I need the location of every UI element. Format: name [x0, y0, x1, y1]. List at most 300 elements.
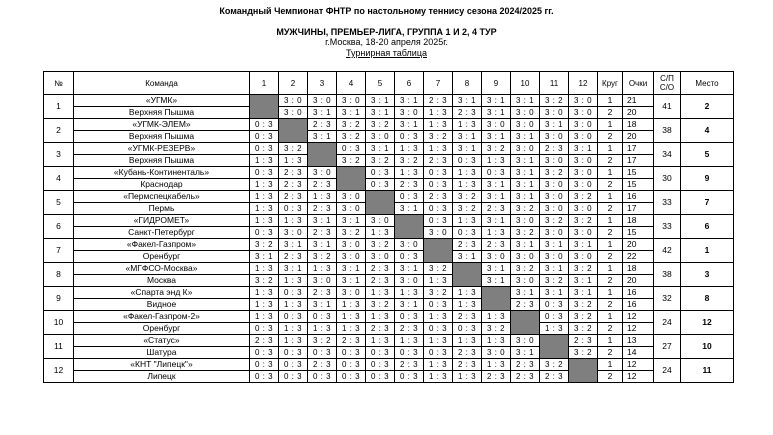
- score-cell: 0 : 3: [337, 143, 366, 155]
- score-cell: 3 : 2: [308, 251, 337, 263]
- score-cell: 1 : 3: [250, 299, 279, 311]
- score-cell: 1 : 3: [395, 167, 424, 179]
- score-cell: 3 : 2: [540, 359, 569, 371]
- score-cell: 3 : 1: [308, 131, 337, 143]
- score-cell: 0 : 3: [366, 359, 395, 371]
- team-name: «Статус»: [74, 335, 250, 347]
- score-cell: 2 : 3: [453, 239, 482, 251]
- score-cell: 3 : 0: [569, 203, 598, 215]
- table-row: [44, 371, 734, 383]
- score-cell: 3 : 1: [308, 107, 337, 119]
- team-name: «ГИДРОМЕТ»: [74, 215, 250, 227]
- table-row: [44, 287, 734, 299]
- table-row: [44, 119, 734, 131]
- self-match-cell: [279, 119, 308, 143]
- team-place: 7: [681, 191, 734, 215]
- score-cell: 3 : 2: [569, 347, 598, 359]
- header-opp-9: 9: [482, 72, 511, 95]
- score-cell: 3 : 1: [540, 287, 569, 299]
- score-cell: 3 : 1: [308, 299, 337, 311]
- round-points: 20: [623, 275, 654, 287]
- score-cell: 0 : 3: [250, 227, 279, 239]
- team-name: «УГМК»: [74, 95, 250, 107]
- score-cell: 3 : 2: [482, 143, 511, 155]
- score-cell: 3 : 1: [395, 95, 424, 107]
- score-cell: 3 : 0: [424, 227, 453, 239]
- team-place: 2: [681, 95, 734, 119]
- score-cell: 3 : 2: [540, 215, 569, 227]
- round-number: 1: [598, 95, 623, 107]
- score-cell: 3 : 0: [366, 215, 395, 227]
- score-cell: 2 : 3: [482, 203, 511, 215]
- score-cell: 2 : 3: [366, 323, 395, 335]
- score-cell: 2 : 3: [511, 299, 540, 311]
- team-city: Верхняя Пышма: [74, 155, 250, 167]
- team-city: Верхняя Пышма: [74, 107, 250, 119]
- score-cell: 3 : 1: [511, 155, 540, 167]
- self-match-cell: [366, 191, 395, 215]
- score-cell: 3 : 2: [569, 299, 598, 311]
- score-cell: 1 : 3: [308, 323, 337, 335]
- score-cell: 3 : 2: [337, 119, 366, 131]
- round-points: 14: [623, 347, 654, 359]
- round-number: 1: [598, 359, 623, 371]
- score-cell: 1 : 3: [279, 155, 308, 167]
- round-number: 2: [598, 323, 623, 335]
- team-city: Оренбург: [74, 323, 250, 335]
- score-cell: 0 : 3: [250, 143, 279, 155]
- score-cell: 3 : 2: [511, 263, 540, 275]
- score-cell: 2 : 3: [395, 323, 424, 335]
- score-cell: 3 : 0: [511, 215, 540, 227]
- score-cell: 0 : 3: [250, 371, 279, 383]
- score-cell: 3 : 2: [250, 275, 279, 287]
- table-row: [44, 227, 734, 239]
- score-cell: 3 : 2: [569, 323, 598, 335]
- score-cell: 3 : 1: [511, 239, 540, 251]
- score-cell: 1 : 3: [424, 275, 453, 287]
- header-place: Место: [681, 72, 734, 95]
- score-cell: 3 : 0: [482, 251, 511, 263]
- score-cell: 3 : 2: [453, 191, 482, 203]
- score-cell: 3 : 0: [540, 191, 569, 203]
- score-cell: 1 : 3: [453, 215, 482, 227]
- team-number: 3: [44, 143, 74, 167]
- table-row: [44, 299, 734, 311]
- round-number: 2: [598, 131, 623, 143]
- score-cell: 3 : 0: [540, 155, 569, 167]
- round-number: 1: [598, 143, 623, 155]
- team-number: 6: [44, 215, 74, 239]
- score-cell: 2 : 3: [308, 227, 337, 239]
- round-points: 18: [623, 263, 654, 275]
- table-row: [44, 131, 734, 143]
- score-cell: 3 : 1: [366, 107, 395, 119]
- score-cell: 1 : 3: [366, 227, 395, 239]
- score-cell: 3 : 2: [569, 215, 598, 227]
- score-cell: 3 : 0: [395, 239, 424, 251]
- header-opp-12: 12: [569, 72, 598, 95]
- header-opp-3: 3: [308, 72, 337, 95]
- score-cell: 3 : 0: [337, 203, 366, 215]
- total-points: 24: [654, 359, 681, 383]
- table-title: Турнирная таблица: [346, 48, 427, 58]
- total-points: 33: [654, 191, 681, 215]
- round-number: 1: [598, 119, 623, 131]
- score-cell: 3 : 0: [540, 179, 569, 191]
- score-cell: 3 : 1: [482, 131, 511, 143]
- team-city: Верхняя Пышма: [74, 131, 250, 143]
- self-match-cell: [453, 263, 482, 287]
- score-cell: 3 : 0: [308, 275, 337, 287]
- score-cell: 3 : 1: [569, 239, 598, 251]
- score-cell: 1 : 3: [424, 359, 453, 371]
- score-cell: 3 : 0: [337, 191, 366, 203]
- score-cell: 1 : 3: [395, 287, 424, 299]
- score-cell: 1 : 3: [279, 323, 308, 335]
- score-cell: 2 : 3: [424, 191, 453, 203]
- score-cell: 3 : 1: [337, 263, 366, 275]
- score-cell: 3 : 2: [569, 191, 598, 203]
- score-cell: 3 : 2: [279, 143, 308, 155]
- header-opp-1: 1: [250, 72, 279, 95]
- score-cell: 2 : 3: [366, 275, 395, 287]
- score-cell: 3 : 0: [511, 107, 540, 119]
- score-cell: 3 : 0: [395, 275, 424, 287]
- score-cell: 3 : 1: [482, 215, 511, 227]
- score-cell: 0 : 3: [308, 311, 337, 323]
- round-number: 1: [598, 191, 623, 203]
- table-row: [44, 347, 734, 359]
- table-row: [44, 263, 734, 275]
- round-points: 15: [623, 167, 654, 179]
- score-cell: 0 : 3: [482, 167, 511, 179]
- self-match-cell: [308, 143, 337, 167]
- total-points: 32: [654, 287, 681, 311]
- header-sets: [654, 72, 681, 95]
- score-cell: 2 : 3: [308, 203, 337, 215]
- round-number: 1: [598, 167, 623, 179]
- score-cell: 3 : 1: [511, 95, 540, 107]
- score-cell: 3 : 1: [337, 275, 366, 287]
- score-cell: 3 : 2: [366, 299, 395, 311]
- self-match-cell: [424, 239, 453, 263]
- header-num: №: [44, 72, 74, 95]
- score-cell: 3 : 0: [540, 107, 569, 119]
- header-opp-7: 7: [424, 72, 453, 95]
- score-cell: 3 : 0: [540, 203, 569, 215]
- round-points: 20: [623, 107, 654, 119]
- score-cell: 3 : 0: [337, 95, 366, 107]
- table-row: [44, 323, 734, 335]
- score-cell: 0 : 3: [337, 371, 366, 383]
- score-cell: 1 : 3: [366, 311, 395, 323]
- table-row: [44, 215, 734, 227]
- score-cell: 3 : 0: [511, 143, 540, 155]
- total-points: 24: [654, 311, 681, 335]
- round-points: 15: [623, 227, 654, 239]
- header-opp-6: 6: [395, 72, 424, 95]
- team-name: «Кубань-Континенталь»: [74, 167, 250, 179]
- score-cell: 3 : 1: [453, 95, 482, 107]
- self-match-cell: [540, 335, 569, 359]
- score-cell: 0 : 3: [279, 371, 308, 383]
- score-cell: 3 : 1: [308, 215, 337, 227]
- score-cell: 3 : 1: [482, 275, 511, 287]
- score-cell: 3 : 0: [482, 347, 511, 359]
- round-points: 21: [623, 95, 654, 107]
- score-cell: 2 : 3: [308, 179, 337, 191]
- total-points: 33: [654, 215, 681, 239]
- score-cell: 3 : 1: [540, 119, 569, 131]
- score-cell: 2 : 3: [424, 95, 453, 107]
- self-match-cell: [337, 167, 366, 191]
- score-cell: 3 : 0: [308, 167, 337, 179]
- round-points: 20: [623, 131, 654, 143]
- score-cell: 1 : 3: [279, 299, 308, 311]
- team-place: 5: [681, 143, 734, 167]
- team-place: 3: [681, 263, 734, 287]
- score-cell: 1 : 3: [250, 203, 279, 215]
- standings-table: [43, 71, 734, 383]
- team-name: «Пермспецкабель»: [74, 191, 250, 203]
- self-match-cell: [395, 215, 424, 239]
- score-cell: 3 : 2: [424, 131, 453, 143]
- score-cell: 1 : 3: [424, 311, 453, 323]
- self-match-cell: [250, 95, 279, 119]
- score-cell: 2 : 3: [337, 335, 366, 347]
- score-cell: 0 : 3: [250, 323, 279, 335]
- score-cell: 3 : 1: [540, 263, 569, 275]
- score-cell: 2 : 3: [482, 371, 511, 383]
- round-number: 1: [598, 215, 623, 227]
- team-city: Санкт-Петербург: [74, 227, 250, 239]
- total-points: 34: [654, 143, 681, 167]
- score-cell: 1 : 3: [453, 299, 482, 311]
- score-cell: 3 : 0: [337, 239, 366, 251]
- total-points: 30: [654, 167, 681, 191]
- score-cell: 0 : 3: [250, 131, 279, 143]
- score-cell: 0 : 3: [395, 371, 424, 383]
- score-cell: 2 : 3: [453, 347, 482, 359]
- score-cell: 1 : 3: [482, 359, 511, 371]
- round-number: 2: [598, 227, 623, 239]
- page-title: Командный Чемпионат ФНТР по настольному теннису сезона 2024/2025 гг.: [219, 6, 554, 16]
- table-row: [44, 155, 734, 167]
- score-cell: 3 : 2: [250, 239, 279, 251]
- score-cell: 1 : 3: [453, 167, 482, 179]
- table-row: [44, 191, 734, 203]
- score-cell: 3 : 1: [395, 263, 424, 275]
- score-cell: 3 : 0: [511, 119, 540, 131]
- score-cell: 1 : 3: [453, 371, 482, 383]
- score-cell: 3 : 1: [395, 299, 424, 311]
- score-cell: 3 : 2: [540, 167, 569, 179]
- score-cell: 3 : 1: [569, 143, 598, 155]
- score-cell: 3 : 2: [366, 155, 395, 167]
- round-points: 17: [623, 143, 654, 155]
- score-cell: 3 : 0: [337, 251, 366, 263]
- round-number: 2: [598, 275, 623, 287]
- score-cell: 3 : 0: [540, 227, 569, 239]
- score-cell: 3 : 1: [511, 287, 540, 299]
- round-number: 1: [598, 287, 623, 299]
- score-cell: 1 : 3: [424, 107, 453, 119]
- score-cell: 3 : 2: [540, 275, 569, 287]
- round-number: 1: [598, 263, 623, 275]
- score-cell: 3 : 1: [511, 167, 540, 179]
- score-cell: 3 : 0: [395, 107, 424, 119]
- score-cell: 3 : 0: [569, 95, 598, 107]
- score-cell: 1 : 3: [308, 191, 337, 203]
- score-cell: 3 : 0: [569, 107, 598, 119]
- score-cell: 0 : 3: [453, 155, 482, 167]
- score-cell: 1 : 3: [250, 215, 279, 227]
- score-cell: 0 : 3: [279, 347, 308, 359]
- score-cell: 0 : 3: [424, 179, 453, 191]
- round-points: 12: [623, 359, 654, 371]
- score-cell: 2 : 3: [279, 251, 308, 263]
- score-cell: 1 : 3: [250, 155, 279, 167]
- round-points: 20: [623, 239, 654, 251]
- round-number: 1: [598, 335, 623, 347]
- score-cell: 2 : 3: [279, 167, 308, 179]
- score-cell: 2 : 3: [453, 311, 482, 323]
- score-cell: 3 : 0: [569, 227, 598, 239]
- score-cell: 0 : 3: [279, 203, 308, 215]
- score-cell: 0 : 3: [424, 167, 453, 179]
- score-cell: 1 : 3: [424, 119, 453, 131]
- score-cell: 3 : 0: [540, 131, 569, 143]
- score-cell: 1 : 3: [395, 335, 424, 347]
- team-city: Краснодар: [74, 179, 250, 191]
- score-cell: 3 : 0: [511, 275, 540, 287]
- score-cell: 3 : 1: [569, 287, 598, 299]
- score-cell: 3 : 0: [366, 251, 395, 263]
- score-cell: 3 : 1: [279, 239, 308, 251]
- page-subtitle: МУЖЧИНЫ, ПРЕМЬЕР-ЛИГА, ГРУППА 1 И 2, 4 ТУР: [276, 27, 497, 37]
- score-cell: 3 : 2: [482, 323, 511, 335]
- score-cell: 3 : 1: [482, 179, 511, 191]
- table-header-row: [44, 72, 734, 95]
- team-number: 9: [44, 287, 74, 311]
- score-cell: 3 : 1: [250, 251, 279, 263]
- score-cell: 1 : 3: [279, 275, 308, 287]
- team-city: Оренбург: [74, 251, 250, 263]
- table-row: [44, 275, 734, 287]
- team-number: 11: [44, 335, 74, 359]
- score-cell: 3 : 2: [540, 95, 569, 107]
- team-place: 11: [681, 359, 734, 383]
- score-cell: 3 : 1: [453, 143, 482, 155]
- score-cell: 3 : 2: [424, 287, 453, 299]
- total-points: 42: [654, 239, 681, 263]
- score-cell: 1 : 3: [250, 311, 279, 323]
- score-cell: 1 : 3: [395, 143, 424, 155]
- score-cell: 0 : 3: [424, 215, 453, 227]
- score-cell: 0 : 3: [424, 299, 453, 311]
- score-cell: 0 : 3: [540, 311, 569, 323]
- team-city: Пермь: [74, 203, 250, 215]
- round-points: 22: [623, 251, 654, 263]
- score-cell: 1 : 3: [250, 191, 279, 203]
- score-cell: 1 : 3: [279, 335, 308, 347]
- score-cell: 0 : 3: [279, 311, 308, 323]
- score-cell: 3 : 0: [279, 107, 308, 119]
- header-points: Очки: [623, 72, 654, 95]
- score-cell: 1 : 3: [366, 287, 395, 299]
- table-body: [44, 95, 734, 383]
- score-cell: 2 : 3: [308, 119, 337, 131]
- header-opp-11: 11: [540, 72, 569, 95]
- score-cell: 3 : 2: [308, 335, 337, 347]
- score-cell: 1 : 3: [482, 155, 511, 167]
- team-city: Шатура: [74, 347, 250, 359]
- team-place: 1: [681, 239, 734, 263]
- team-number: 7: [44, 239, 74, 263]
- score-cell: 1 : 3: [482, 311, 511, 323]
- round-points: 13: [623, 335, 654, 347]
- score-cell: 2 : 3: [540, 143, 569, 155]
- score-cell: 0 : 3: [395, 251, 424, 263]
- score-cell: 3 : 1: [511, 131, 540, 143]
- score-cell: 0 : 3: [337, 359, 366, 371]
- round-points: 17: [623, 203, 654, 215]
- score-cell: 2 : 3: [279, 179, 308, 191]
- team-city: Липецк: [74, 371, 250, 383]
- self-match-cell: [511, 311, 540, 335]
- score-cell: 3 : 1: [453, 251, 482, 263]
- score-cell: 2 : 3: [482, 239, 511, 251]
- team-place: 9: [681, 167, 734, 191]
- score-cell: 0 : 3: [424, 347, 453, 359]
- score-cell: 1 : 3: [482, 335, 511, 347]
- score-cell: 2 : 3: [511, 371, 540, 383]
- score-cell: 0 : 3: [424, 203, 453, 215]
- score-cell: 3 : 0: [279, 227, 308, 239]
- score-cell: 2 : 3: [453, 359, 482, 371]
- score-cell: 2 : 3: [569, 335, 598, 347]
- score-cell: 1 : 3: [482, 227, 511, 239]
- score-cell: 1 : 3: [308, 263, 337, 275]
- score-cell: 1 : 3: [250, 263, 279, 275]
- score-cell: 1 : 3: [453, 335, 482, 347]
- score-cell: 3 : 0: [569, 119, 598, 131]
- score-cell: 0 : 3: [337, 347, 366, 359]
- score-cell: 3 : 2: [424, 263, 453, 275]
- score-cell: 3 : 2: [395, 155, 424, 167]
- score-cell: 2 : 3: [395, 359, 424, 371]
- round-number: 1: [598, 311, 623, 323]
- header-opp-10: 10: [511, 72, 540, 95]
- score-cell: 3 : 1: [482, 95, 511, 107]
- score-cell: 1 : 3: [453, 119, 482, 131]
- team-city: Москва: [74, 275, 250, 287]
- score-cell: 3 : 0: [569, 179, 598, 191]
- total-points: 27: [654, 335, 681, 359]
- score-cell: 1 : 3: [337, 323, 366, 335]
- header-round: Круг: [598, 72, 623, 95]
- score-cell: 2 : 3: [453, 107, 482, 119]
- score-cell: 1 : 3: [453, 179, 482, 191]
- header-opp-4: 4: [337, 72, 366, 95]
- header-opp-8: 8: [453, 72, 482, 95]
- score-cell: 0 : 3: [279, 287, 308, 299]
- score-cell: 3 : 1: [366, 143, 395, 155]
- score-cell: 1 : 3: [366, 335, 395, 347]
- score-cell: 0 : 3: [453, 323, 482, 335]
- score-cell: 2 : 3: [250, 335, 279, 347]
